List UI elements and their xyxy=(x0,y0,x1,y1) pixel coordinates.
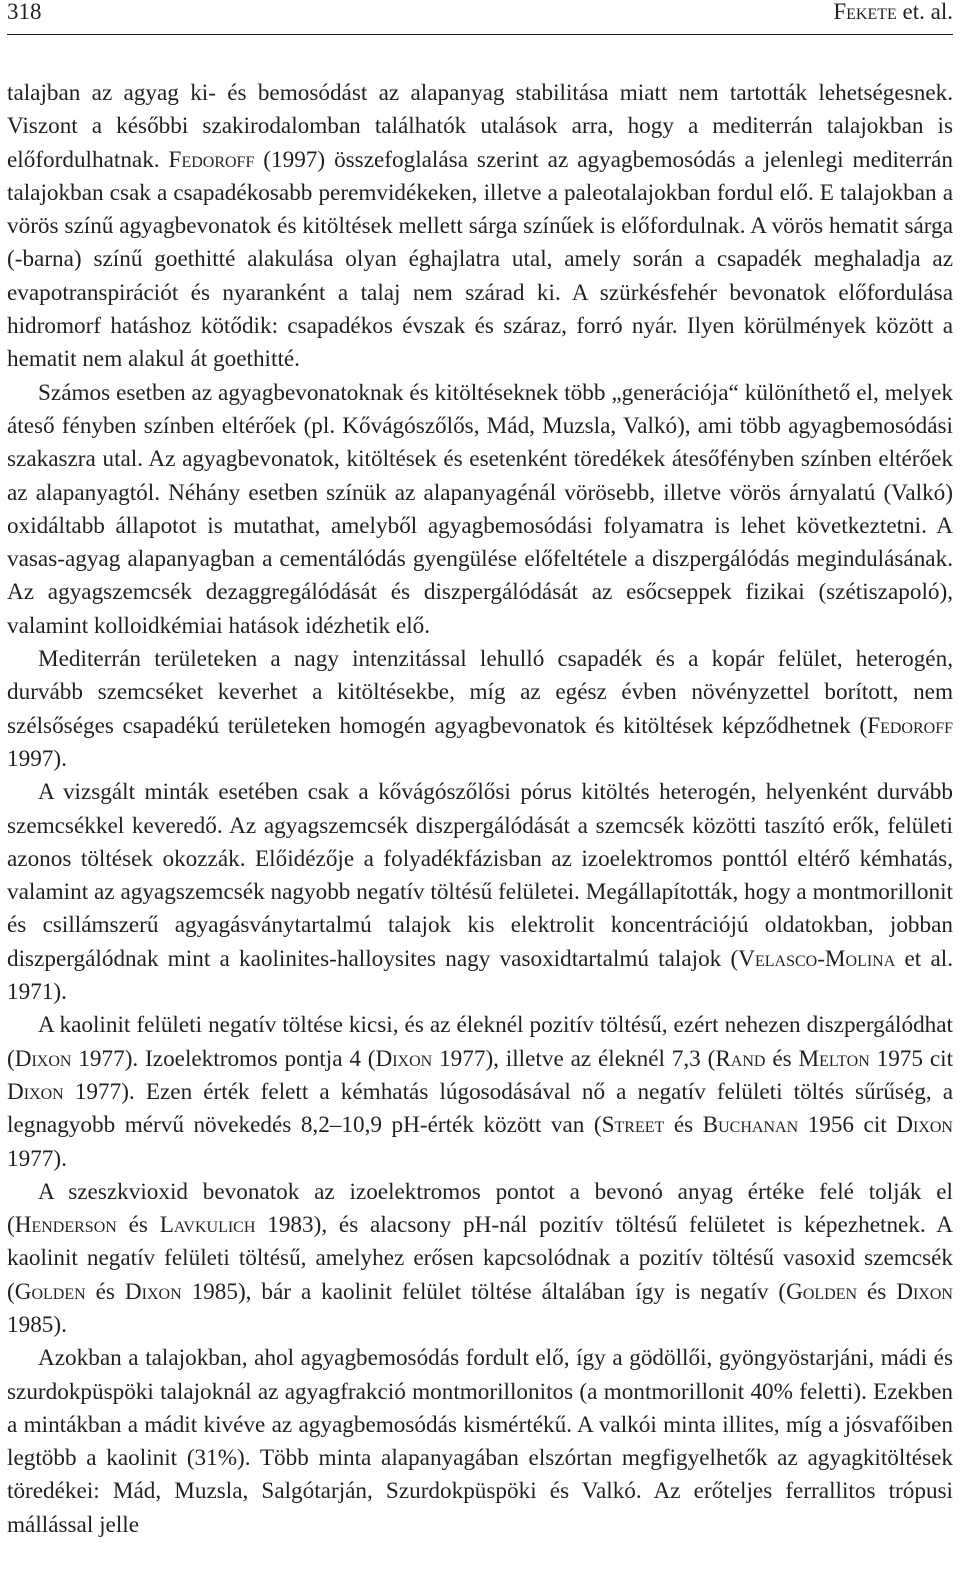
author-citation: Dixon xyxy=(896,1278,953,1305)
text-run: és xyxy=(857,1278,897,1305)
text-run: 1977), illetve az éleknél 7,3 ( xyxy=(432,1045,716,1072)
text-run: talajban az agyag ki- és bemosódást az alapanyag stabilitása miatt nem tartották lehetségesnek. Viszont a későbbi szakirodalomban találhatók utalások arra, hogy a mediterrán talajokban is előfordulhatnak. xyxy=(7,80,953,173)
text-run: A vizsgált minták esetében csak a kővágószőlősi pórus kitöltés heterogén, helyenként durvább szemcsékkel keveredő. Az agyagszemcsék diszpergálódását a szemcsék közötti taszító erők, felületi azonos töltések okozzák. Előidézője a folyadékfázisban az izoelektromos ponttól eltérő kémhatás, valamint az agyagszemcsék nagyobb negatív töltésű felületei. Megállapították, hogy a montmorillonit és csillámszerű agyagásványtartalmú talajok kis elektrolit koncentrációjú oldatokban, jobban diszpergálódnak mint a kaolinites-halloysites nagy vasoxidtartalmú talajok ( xyxy=(7,779,953,972)
text-run: és xyxy=(765,1045,799,1072)
running-head-author: Fekete xyxy=(833,0,897,24)
running-head-suffix: et. al. xyxy=(896,0,953,24)
text-run: Azokban a talajokban, ahol agyagbemosódás fordult elő, így a gödöllői, gyöngyöstarjáni, mádi és szurdokpüspöki talajoknál az agyagfrakció montmorillonitos (a montmorillonit 40% feletti). Ezekben a mintákban a mádit kivéve az agyagbemosódás kismértékű. A valkói minta illites, míg a jósvafőiben legtöbb a kaolinit (31%). Több minta alapanyagában elszórtan megfigyelhetők az agyagkitöltések töredékei: Mád, Muzsla, Salgótarján, Szurdokpüspöki és Valkó. Az erőteljes ferrallitos trópusi mállással jelle xyxy=(7,1345,953,1538)
author-citation: Rand xyxy=(715,1045,766,1072)
text-run: és xyxy=(664,1112,703,1139)
text-run: 1977). xyxy=(7,1145,67,1172)
text-run: A kaolinit felületi negatív töltése kicsi, és az éleknél pozitív töltésű, ezért nehezen diszpergálódhat ( xyxy=(7,1012,953,1072)
page-number: 318 xyxy=(7,0,42,24)
author-citation: Dixon xyxy=(7,1078,64,1105)
author-citation: Lavkulich xyxy=(159,1212,256,1239)
paragraph xyxy=(7,377,953,643)
text-run: 1985), bár a kaolinit felület töltése általában így is negatív ( xyxy=(181,1278,787,1305)
page-header xyxy=(7,0,953,35)
author-citation: Fedoroff xyxy=(168,146,255,173)
text-run: és xyxy=(85,1278,125,1305)
text-run: 1977). Ezen érték felett a kémhatás lúgosodásával nő a negatív felületi töltés sűrűség, a legnagyobb mérvű növekedés 8,2–10,9 pH-érték között van ( xyxy=(7,1078,953,1139)
paragraph xyxy=(7,77,953,377)
paragraph xyxy=(7,1176,953,1342)
text-run: A szeszkvioxid bevonatok az izoelektromos pontot a bevonó anyag értéke felé tolják el ( xyxy=(7,1178,953,1239)
author-citation: Golden xyxy=(14,1278,86,1305)
text-run: (1997) összefoglalása szerint az agyagbemosódás a jelenlegi mediterrán talajokban csak a csapadékosabb peremvidékeken, illetve a paleotalajokban fordul elő. E talajokban a vörös színű agyagbevonatok és kitöltések mellett sárga színűek is előfordulnak. A vörös hematit sárga (-barna) színű goethitté alakulása olyan éghajlatra utal, amely során a csapadék meghaladja az evapotranspirációt és nyaranként a talaj nem szárad ki. A szürkésfehér bevonatok előfordulása hidromorf hatáshoz kötődik: csapadékos évszak és száraz, forró nyár. Ilyen körülmények között a hematit nem alakul át goethitté. xyxy=(7,146,953,373)
author-citation: Street xyxy=(601,1112,665,1139)
paragraph xyxy=(7,1009,953,1175)
author-citation: Velasco-Molina xyxy=(738,945,896,972)
author-citation: Dixon xyxy=(14,1045,72,1072)
body-text xyxy=(7,77,953,1542)
author-citation: Fedoroff xyxy=(867,712,953,739)
running-head xyxy=(833,0,953,24)
text-run: 1977). Izoelektromos pontja 4 ( xyxy=(71,1045,376,1072)
paragraph xyxy=(7,643,953,776)
paragraph xyxy=(7,1342,953,1542)
text-run: 1975 cit xyxy=(869,1045,954,1072)
text-run: 1983), és alacsony pH-nál pozitív töltésű felületet is képezhetnek. A kaolinit negatív felületi töltésű, amelyhez erősen kapcsolódnak a pozitív töltésű vasoxid szemcsék ( xyxy=(7,1212,953,1305)
text-run: 1956 cit xyxy=(798,1112,897,1139)
text-run: et al. 1971). xyxy=(7,945,953,1006)
text-run: 1997). xyxy=(7,745,67,772)
text-run: Mediterrán területeken a nagy intenzitással lehulló csapadék és a kopár felület, heterogén, durvább szemcséket keverhet a kitöltésekbe, míg az egész évben növényzettel borított, nem szélsőséges csapadékú területeken homogén agyagbevonatok és kitöltések képződhetnek ( xyxy=(7,646,953,739)
author-citation: Dixon xyxy=(375,1045,433,1072)
author-citation: Melton xyxy=(798,1045,870,1072)
author-citation: Henderson xyxy=(14,1212,117,1239)
author-citation: Dixon xyxy=(896,1112,953,1139)
text-run: Számos esetben az agyagbevonatoknak és kitöltéseknek több „generációja“ különíthető el, melyek áteső fényben színben eltérőek (pl. Kővágószőlős, Mád, Muzsla, Valkó), ami több agyagbemosódási szakaszra utal. Az agyagbevonatok, kitöltések és esetenként töredékek átesőfényben színben eltérőek az alapanyagtól. Néhány esetben színük az alapanyagénál vörösebb, illetve vörös árnyalatú (Valkó) oxidáltabb állapotot is mutathat, amelyből agyagbemosódási folyamatra is lehet következtetni. A vasas-agyag alapanyagban a cementálódás gyengülése előfeltétele a diszpergálódás megindulásának. Az agyagszemcsék dezaggregálódását és diszpergálódását az esőcseppek fizikai (szétiszapoló), valamint kolloidkémiai hatások idézhetik elő. xyxy=(7,379,953,639)
author-citation: Golden xyxy=(786,1278,858,1305)
author-citation: Buchanan xyxy=(702,1112,799,1139)
author-citation: Dixon xyxy=(124,1278,182,1305)
paragraph xyxy=(7,776,953,1009)
text-run: 1985). xyxy=(7,1311,67,1338)
text-run: és xyxy=(116,1212,160,1239)
